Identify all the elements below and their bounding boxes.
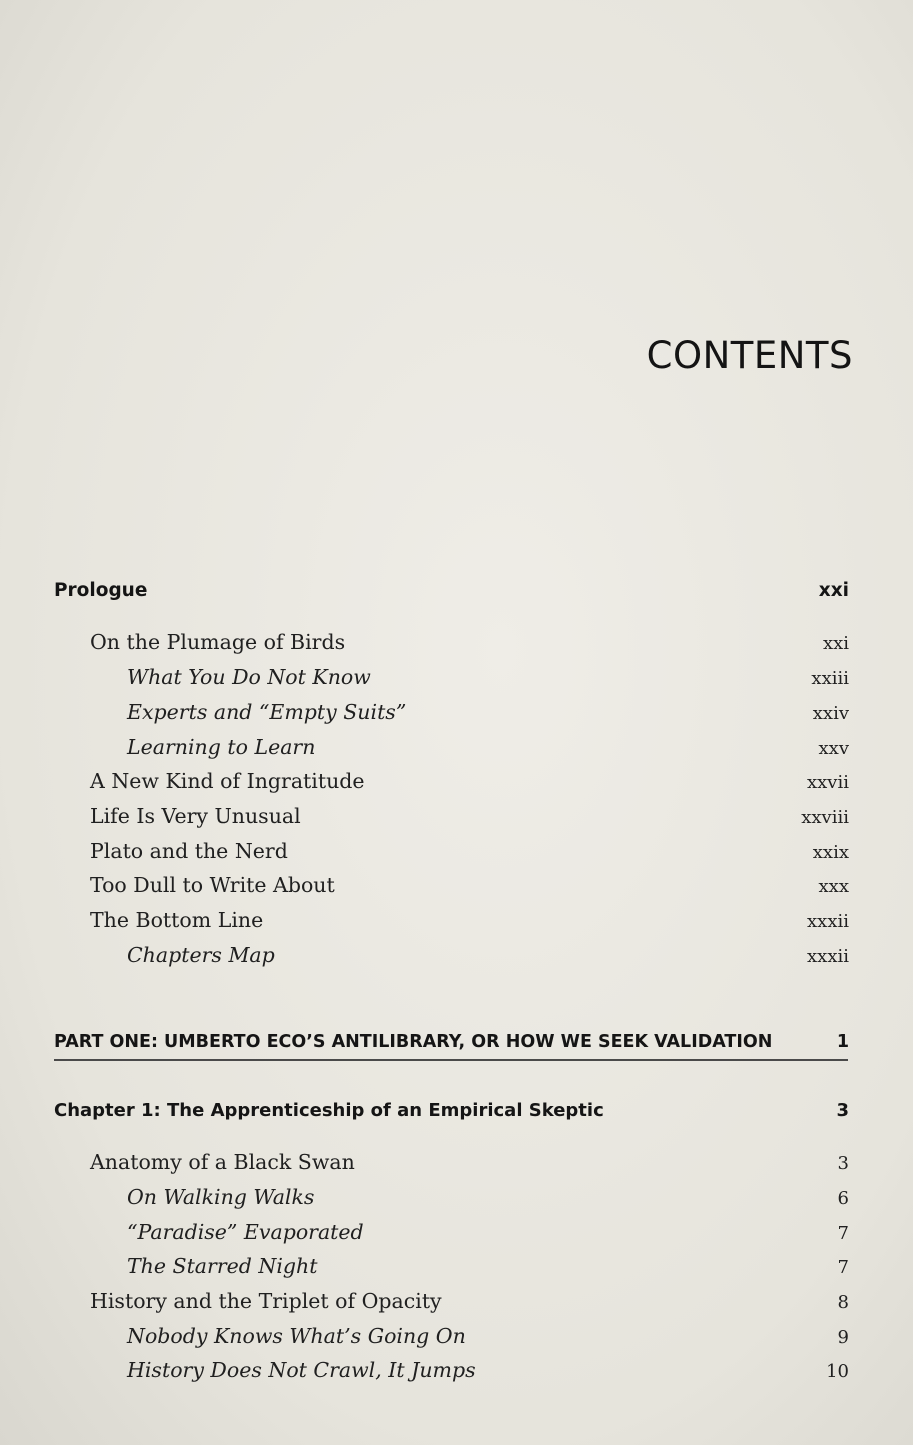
entry-page: 3 — [837, 1153, 849, 1174]
toc-entry — [0, 1150, 913, 1184]
entry-page: 6 — [837, 1188, 849, 1209]
entry-label: PART ONE: UMBERTO ECO’S ANTILIBRARY, OR HOW WE SEEK VALIDATION — [54, 1032, 773, 1052]
toc-entry — [0, 1358, 913, 1392]
entry-page: 7 — [837, 1257, 849, 1278]
toc-entry — [0, 839, 913, 873]
toc-entry — [0, 665, 913, 699]
entry-label: Experts and “Empty Suits” — [127, 700, 407, 724]
entry-label: History and the Triplet of Opacity — [90, 1289, 442, 1313]
page-title: CONTENTS — [646, 334, 853, 377]
entry-label: The Bottom Line — [90, 908, 264, 932]
entry-label: Prologue — [54, 580, 148, 601]
toc-entry-chapter-1 — [0, 1100, 913, 1134]
entry-page: xxxii — [807, 946, 849, 967]
entry-label: On Walking Walks — [127, 1185, 315, 1209]
entry-label: History Does Not Crawl, It Jumps — [127, 1358, 476, 1382]
entry-page: 1 — [836, 1032, 849, 1052]
entry-page: xxv — [818, 738, 849, 759]
entry-page: 8 — [837, 1292, 849, 1313]
entry-page: xxiv — [812, 703, 849, 724]
entry-page: xxi — [818, 580, 849, 601]
toc-entry — [0, 908, 913, 942]
toc-entry — [0, 873, 913, 907]
entry-page: xxvii — [807, 772, 849, 793]
entry-page: 7 — [837, 1223, 849, 1244]
toc-entry — [0, 735, 913, 769]
toc-entry — [0, 943, 913, 977]
entry-label: What You Do Not Know — [127, 665, 371, 689]
entry-page: 3 — [836, 1100, 849, 1121]
entry-label: Too Dull to Write About — [90, 873, 335, 897]
toc-entry — [0, 1220, 913, 1254]
entry-label: A New Kind of Ingratitude — [90, 769, 365, 793]
entry-page: xxiii — [811, 668, 849, 689]
entry-page: xxx — [818, 876, 849, 897]
entry-label: Chapters Map — [127, 943, 275, 967]
entry-page: 10 — [826, 1361, 849, 1382]
toc-entry — [0, 700, 913, 734]
entry-label: Life Is Very Unusual — [90, 804, 301, 828]
entry-label: “Paradise” Evaporated — [127, 1220, 364, 1244]
toc-entry — [0, 804, 913, 838]
toc-entry-prologue — [0, 580, 913, 614]
entry-label: The Starred Night — [127, 1254, 318, 1278]
toc-entry — [0, 1289, 913, 1323]
toc-entry — [0, 1324, 913, 1358]
entry-label: Chapter 1: The Apprenticeship of an Empirical Skeptic — [54, 1100, 604, 1121]
entry-page: xxxii — [807, 911, 849, 932]
entry-label: On the Plumage of Birds — [90, 630, 346, 654]
entry-page: 9 — [837, 1327, 849, 1348]
entry-page: xxviii — [801, 807, 849, 828]
entry-label: Plato and the Nerd — [90, 839, 288, 863]
entry-label: Learning to Learn — [127, 735, 316, 759]
entry-page: xxix — [812, 842, 849, 863]
toc-entry — [0, 769, 913, 803]
toc-entry — [0, 1185, 913, 1219]
toc-entry — [0, 1254, 913, 1288]
entry-page: xxi — [822, 633, 849, 654]
toc-entry — [0, 630, 913, 664]
entry-label: Nobody Knows What’s Going On — [127, 1324, 466, 1348]
entry-label: Anatomy of a Black Swan — [90, 1150, 355, 1174]
part-divider-rule — [54, 1059, 848, 1061]
